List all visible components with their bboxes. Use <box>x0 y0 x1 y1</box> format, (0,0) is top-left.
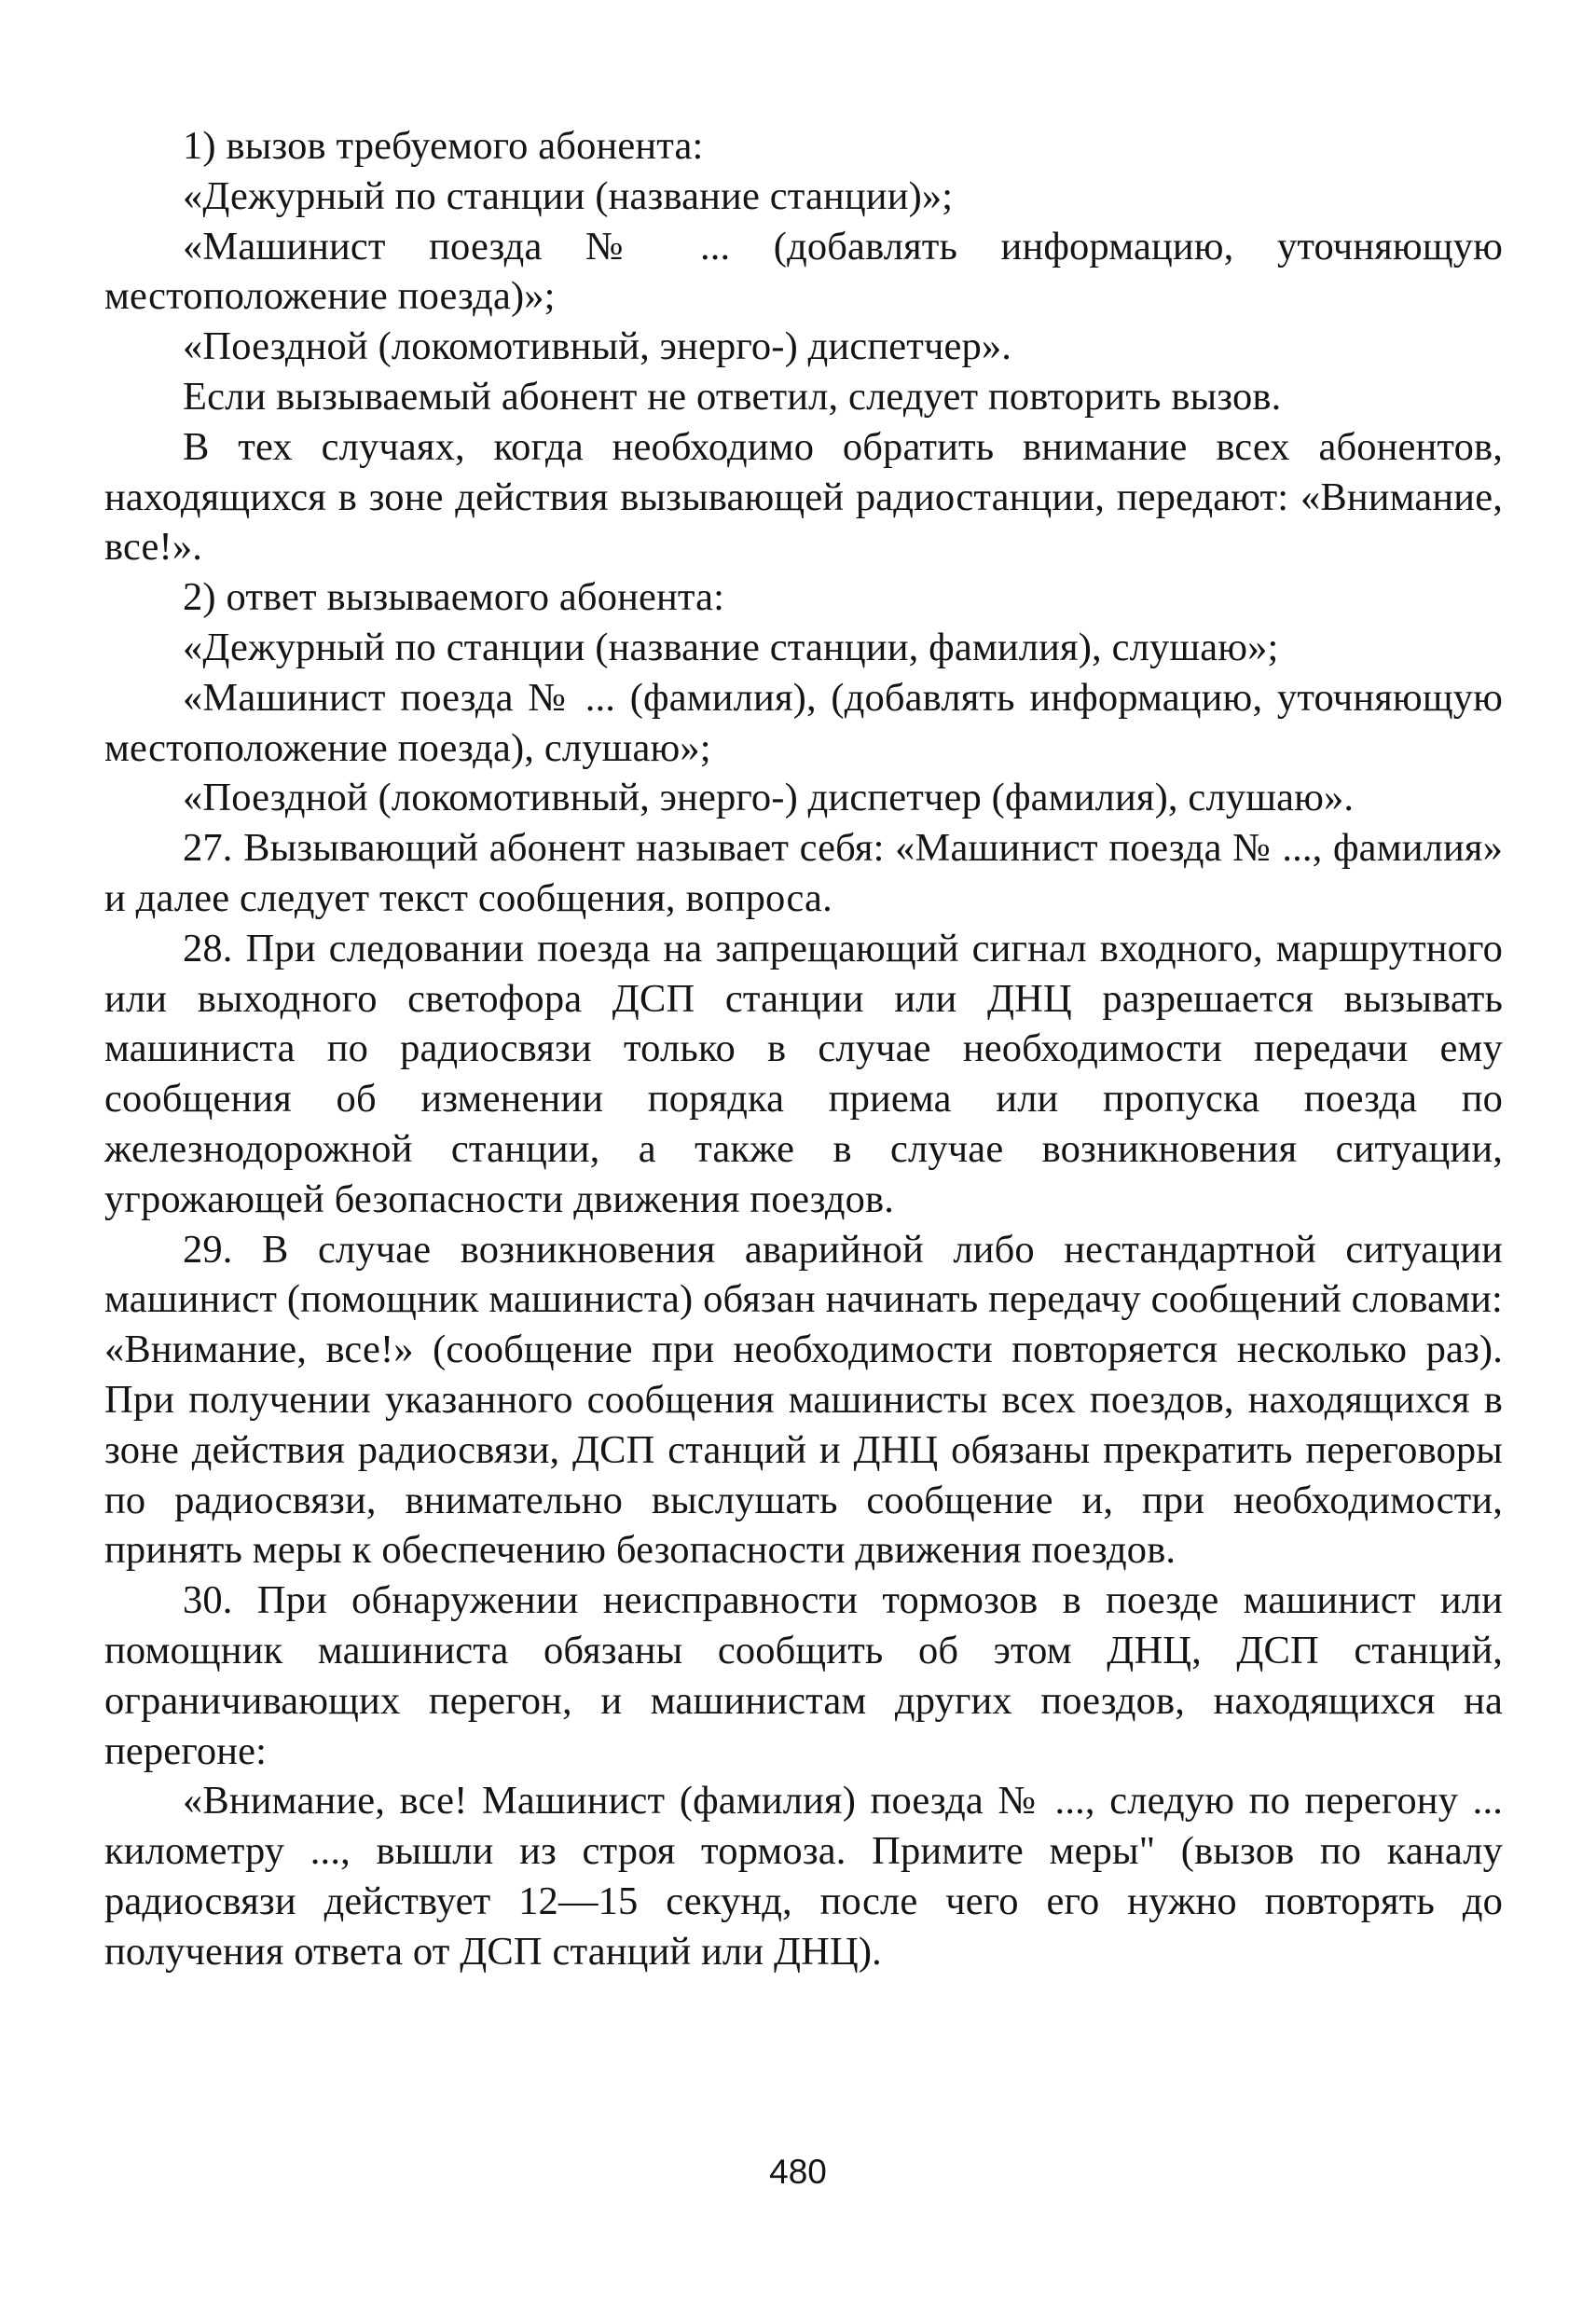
paragraph-repeat-call: Если вызываемый абонент не ответил, следует повторить вызов. <box>183 374 1282 419</box>
paragraph-call-subscriber-heading: 1) вызов требуемого абонента: <box>183 124 704 168</box>
paragraph-call-dispatcher: «Поездной (локомотивный, энерго-) диспетчер». <box>183 324 1012 369</box>
paragraph-brake-failure-message: «Внимание, все! Машинист (фамилия) поезда № ..., следую по перегону ... километру ..., вышли из строя тормоза. Примите меры" (вызов по каналу радиосвязи действует 12—15 секунд, после чего его нужно повторять до получения ответа от ДСП станций или ДНЦ). <box>104 1779 1503 1974</box>
paragraph-answer-heading: 2) ответ вызываемого абонента: <box>183 575 725 620</box>
paragraph-answer-station-duty: «Дежурный по станции (название станции, фамилия), слушаю»; <box>183 625 1279 669</box>
paragraph-item-30: 30. При обнаружении неисправности тормозов в поезде машинист или помощник машиниста обязаны сообщить об этом ДНЦ, ДСП станций, ограничивающих перегон, и машинистам других поездов, находящихся на перегоне: <box>104 1578 1503 1773</box>
paragraph-item-28: 28. При следовании поезда на запрещающий сигнал входного, маршрутного или выходного светофора ДСП станции или ДНЦ разрешается вызывать машиниста по радиосвязи только в случае необходимости передачи ему сообщения об изменении порядка приема или пропуска поезда по железнодорожной станции, а также в случае возникновения ситуации, угрожающей безопасности движения поездов. <box>104 926 1503 1221</box>
paragraph-attention-all: В тех случаях, когда необходимо обратить внимание всех абонентов, находящихся в зоне действия вызывающей радиостанции, передают: «Внимание, все!». <box>104 424 1503 570</box>
paragraph-item-27: 27. Вызывающий абонент называет себя: «Машинист поезда № ..., фамилия» и далее следует текст сообщения, вопроса. <box>104 826 1503 920</box>
paragraph-call-station-duty: «Дежурный по станции (название станции)»; <box>183 173 954 218</box>
page-number: 480 <box>769 2153 827 2191</box>
paragraph-call-train-driver: «Машинист поезда № ... (добавлять информацию, уточняющую местоположение поезда)»; <box>104 224 1503 319</box>
document-page <box>104 121 1503 1976</box>
paragraph-item-29: 29. В случае возникновения аварийной либо нестандартной ситуации машинист (помощник машиниста) обязан начинать передачу сообщений словами: «Внимание, все!» (сообщение при необходимости повторяется несколько раз). При получении указанного сообщения машинисты всех поездов, находящихся в зоне действия радиосвязи, ДСП станций и ДНЦ обязаны прекратить переговоры по радиосвязи, внимательно выслушать сообщение и, при необходимости, принять меры к обеспечению безопасности движения поездов. <box>104 1227 1503 1573</box>
paragraph-answer-train-driver: «Машинист поезда № ... (фамилия), (добавлять информацию, уточняющую местоположение поезда), слушаю»; <box>104 675 1503 770</box>
paragraph-answer-dispatcher: «Поездной (локомотивный, энерго-) диспетчер (фамилия), слушаю». <box>183 776 1355 820</box>
